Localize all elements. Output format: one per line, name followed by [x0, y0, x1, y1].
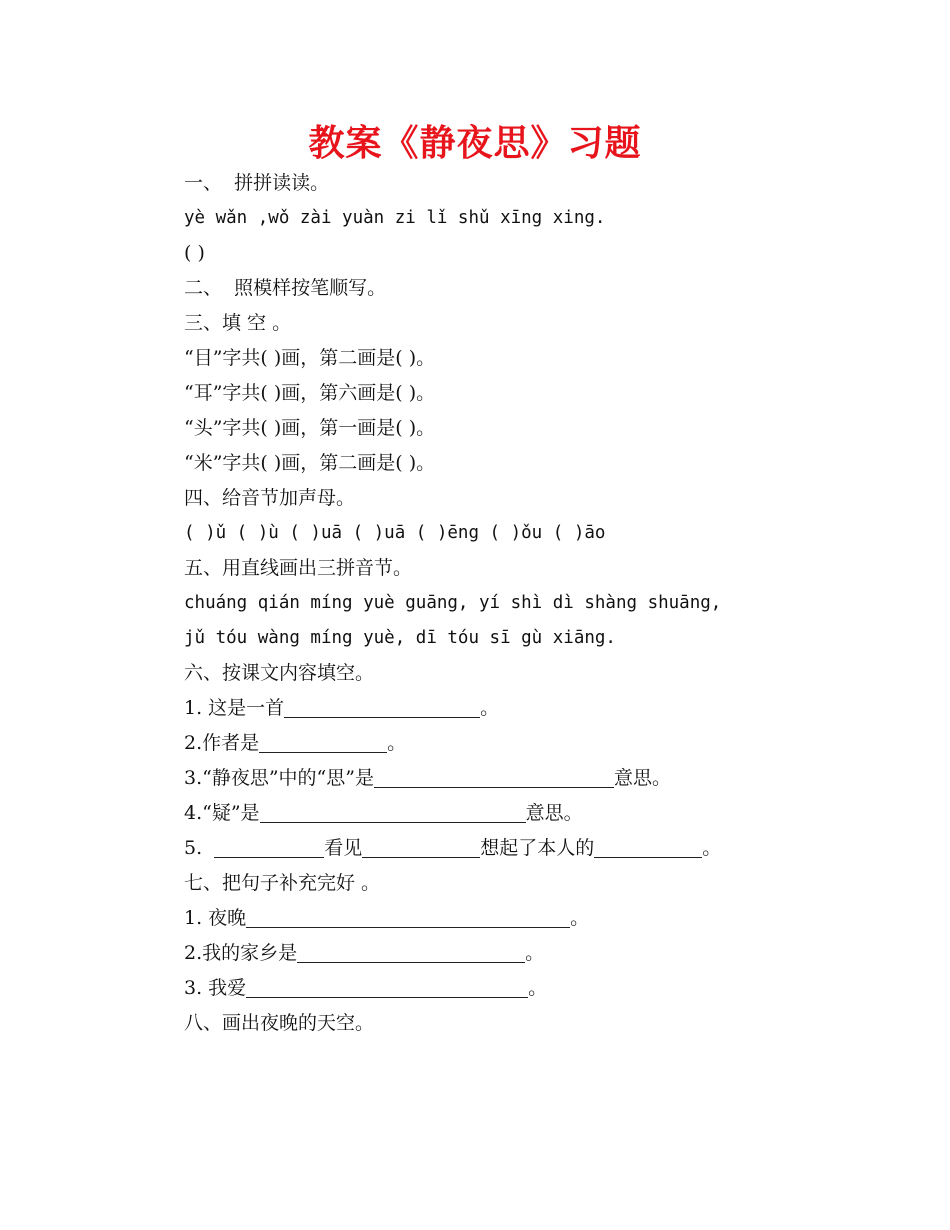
section-1-heading: 一、 拼拼读读。: [184, 172, 330, 194]
section-3-item: “头”字共( )画，第一画是( )。: [184, 417, 436, 439]
question-suffix: 。: [702, 837, 722, 859]
section-5-poem-line-2: jǔ tóu wàng míng yuè, dī tóu sī gù xiāng.: [184, 628, 616, 648]
question-suffix: 。: [480, 697, 500, 719]
question-suffix: 。: [528, 977, 548, 999]
question-prefix: 1. 夜晚: [184, 907, 247, 929]
question-prefix: 5.: [184, 837, 209, 859]
question-mid: 看见: [324, 837, 363, 859]
section-7-heading: 七、把句子补充完好 。: [184, 872, 381, 894]
section-1-answer: ( ): [184, 242, 205, 264]
section-5-heading: 五、用直线画出三拼音节。: [184, 557, 413, 579]
answer-blank[interactable]: [362, 835, 480, 858]
section-3-item: “耳”字共( )画，第六画是( )。: [184, 382, 436, 404]
question-prefix: 3.“静夜思”中的“思”是: [184, 767, 374, 789]
question-mid: 想起了本人的: [480, 837, 595, 859]
section-5-poem-line-1: chuáng qián míng yuè guāng, yí shì dì shàng shuāng,: [184, 593, 722, 613]
question-suffix: 意思。: [613, 767, 671, 789]
section-7-question-2: [184, 936, 904, 971]
answer-blank[interactable]: [374, 765, 614, 788]
answer-blank[interactable]: [297, 940, 525, 963]
section-1-pinyin: yè wǎn ,wǒ zài yuàn zi lǐ shǔ xīng xing.: [184, 208, 606, 228]
worksheet-content: [184, 166, 904, 1041]
section-4-syllables: ( )ǔ ( )ù ( )uā ( )uā ( )ēng ( )ǒu ( )āo: [184, 523, 606, 543]
section-3-item: “米”字共( )画，第二画是( )。: [184, 452, 436, 474]
answer-blank[interactable]: [259, 730, 387, 753]
answer-blank[interactable]: [260, 800, 526, 823]
answer-blank[interactable]: [246, 905, 570, 928]
question-suffix: 。: [525, 942, 545, 964]
section-3-item: “目”字共( )画，第二画是( )。: [184, 347, 436, 369]
answer-blank[interactable]: [246, 975, 528, 998]
question-suffix: 。: [570, 907, 590, 929]
question-suffix: 。: [387, 732, 407, 754]
answer-blank[interactable]: [594, 835, 702, 858]
question-prefix: 2.作者是: [184, 732, 260, 754]
section-6-question-2: [184, 726, 904, 761]
section-6-question-5: [184, 831, 904, 866]
section-6-question-1: [184, 691, 904, 726]
question-prefix: 2.我的家乡是: [184, 942, 298, 964]
answer-blank[interactable]: [214, 835, 324, 858]
question-prefix: 3. 我爱: [184, 977, 247, 999]
section-4-heading: 四、给音节加声母。: [184, 487, 356, 509]
section-6-question-3: [184, 761, 904, 796]
question-suffix: 意思。: [525, 802, 583, 824]
section-7-question-1: [184, 901, 904, 936]
answer-blank[interactable]: [284, 695, 480, 718]
section-2-heading: 二、 照模样按笔顺写。: [184, 277, 387, 299]
section-8-heading: 八、画出夜晚的天空。: [184, 1012, 375, 1034]
question-prefix: 1. 这是一首: [184, 697, 285, 719]
section-6-question-4: [184, 796, 904, 831]
section-3-heading: 三、填 空 。: [184, 312, 292, 334]
question-prefix: 4.“疑”是: [184, 802, 260, 824]
section-7-question-3: [184, 971, 904, 1006]
page-title: 教案《静夜思》习题: [308, 123, 642, 164]
section-6-heading: 六、按课文内容填空。: [184, 662, 375, 684]
